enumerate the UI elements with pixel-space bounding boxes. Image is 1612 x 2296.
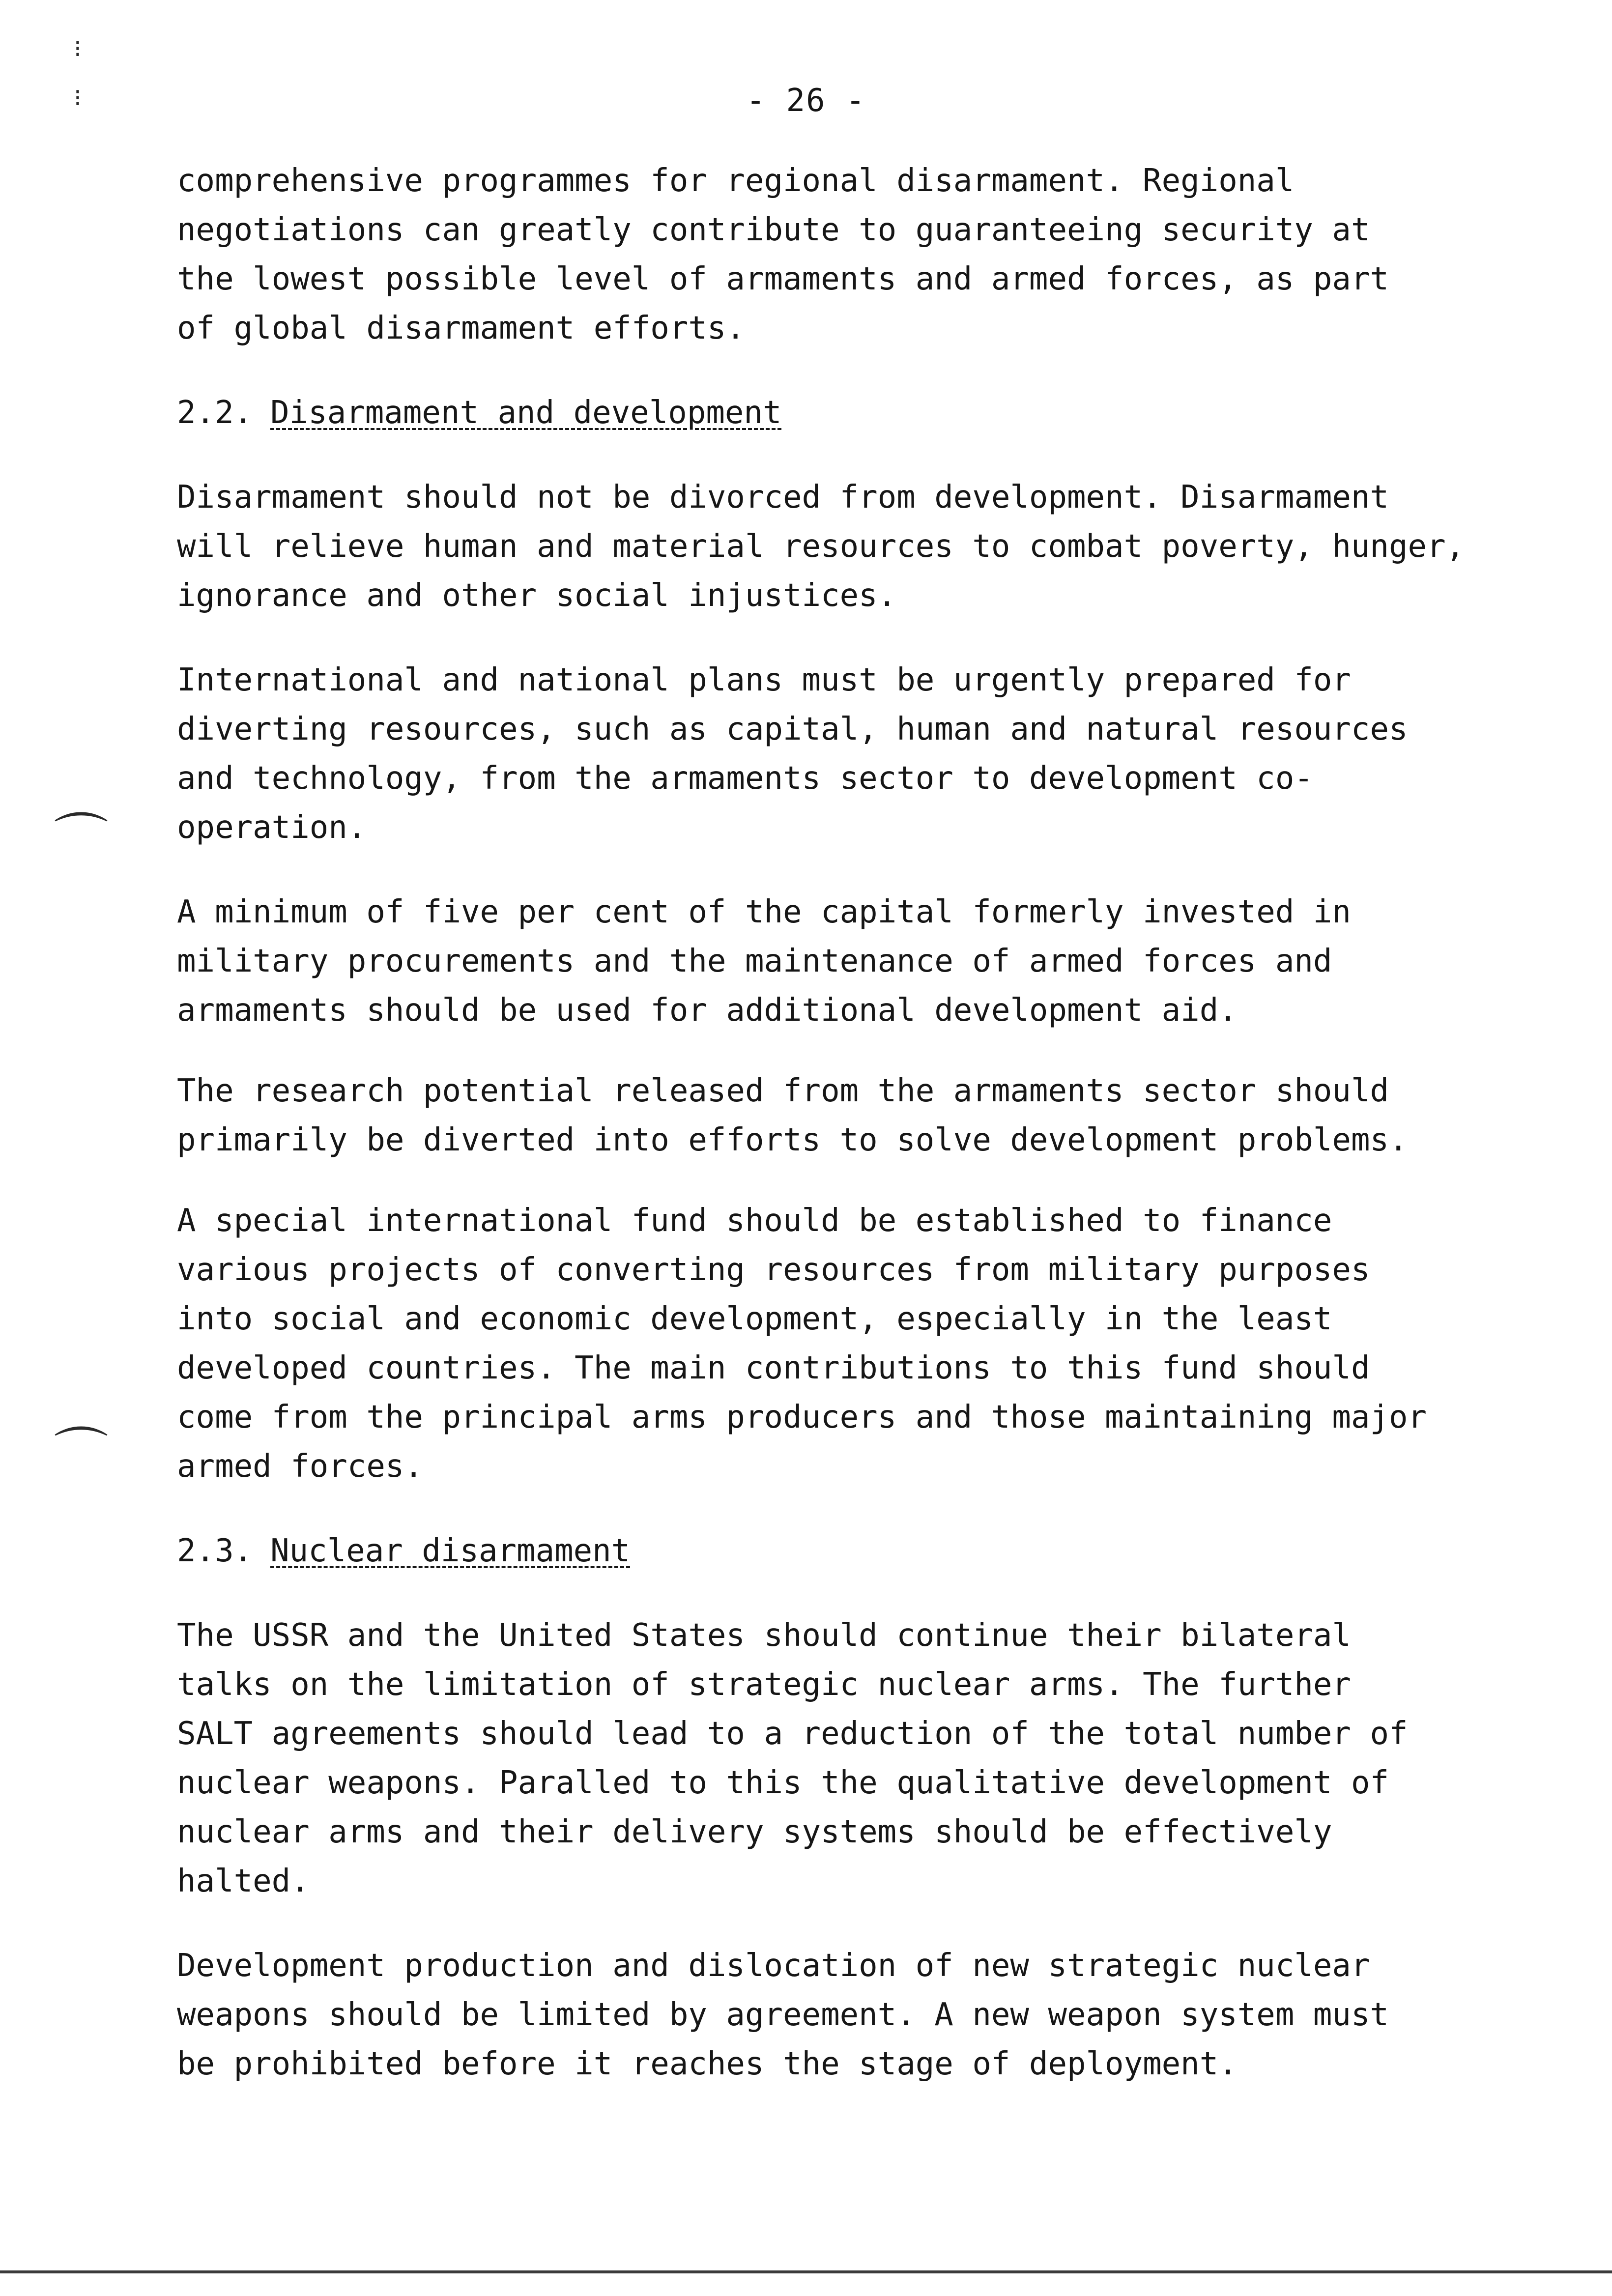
document-body (177, 156, 1553, 2089)
section-heading-2-2 (177, 388, 1553, 437)
section-title: Nuclear disarmament (270, 1533, 631, 1569)
paragraph-disarmament-development: Disarmament should not be divorced from development. Disarmament will relieve human and material resources to combat poverty, hunger, ignorance and other social injustices. (177, 479, 1465, 614)
paragraph-regional-disarmament: comprehensive programmes for regional disarmament. Regional negotiations can greatly contribute to guaranteeing security at the lowest possible level of armaments and armed forces, as part of global disarmament efforts. (177, 163, 1389, 346)
page-bottom-rule (0, 2270, 1612, 2273)
paragraph-research-potential: The research potential released from the armaments sector should primarily be diverted into efforts to solve development problems. (177, 1073, 1408, 1158)
section-heading-2-3 (177, 1526, 1553, 1576)
scan-mark-top-left-2: ⁝ (74, 84, 82, 112)
binding-hole-mark-1: ⌒ (54, 808, 108, 871)
paragraph-bilateral-talks: The USSR and the United States should continue their bilateral talks on the limitation of strategic nuclear arms. The further SALT agreements should lead to a reduction of the total number of nuclear weapons. Paralled to this the qualitative development of nuclear arms and their delivery systems should be effectively halted. (177, 1617, 1408, 1899)
binding-hole-mark-2: ⌒ (54, 1422, 108, 1485)
scan-mark-top-left: ⁝ (74, 34, 82, 63)
section-number: 2.2. (177, 395, 253, 431)
paragraph-international-fund: A special international fund should be established to finance various projects of converting resources from military purposes into social and economic development, especially in the least developed countries. The main contributions to this fund should come from the principal arms producers and those maintaining major armed forces. (177, 1203, 1427, 1485)
paragraph-new-weapons: Development production and dislocation of new strategic nuclear weapons should be limited by agreement. A new weapon system must be prohibited before it reaches the stage of deployment. (177, 1948, 1389, 2082)
section-number: 2.3. (177, 1533, 253, 1569)
section-title: Disarmament and development (270, 395, 782, 431)
paragraph-international-plans: International and national plans must be urgently prepared for diverting resources, such as capital, human and natural resources and technology, from the armaments sector to development co- operation. (177, 662, 1408, 846)
paragraph-five-per-cent: A minimum of five per cent of the capital formerly invested in military procurements and the maintenance of armed forces and armaments should be used for additional development aid. (177, 894, 1351, 1029)
page-number: - 26 - (746, 83, 866, 119)
